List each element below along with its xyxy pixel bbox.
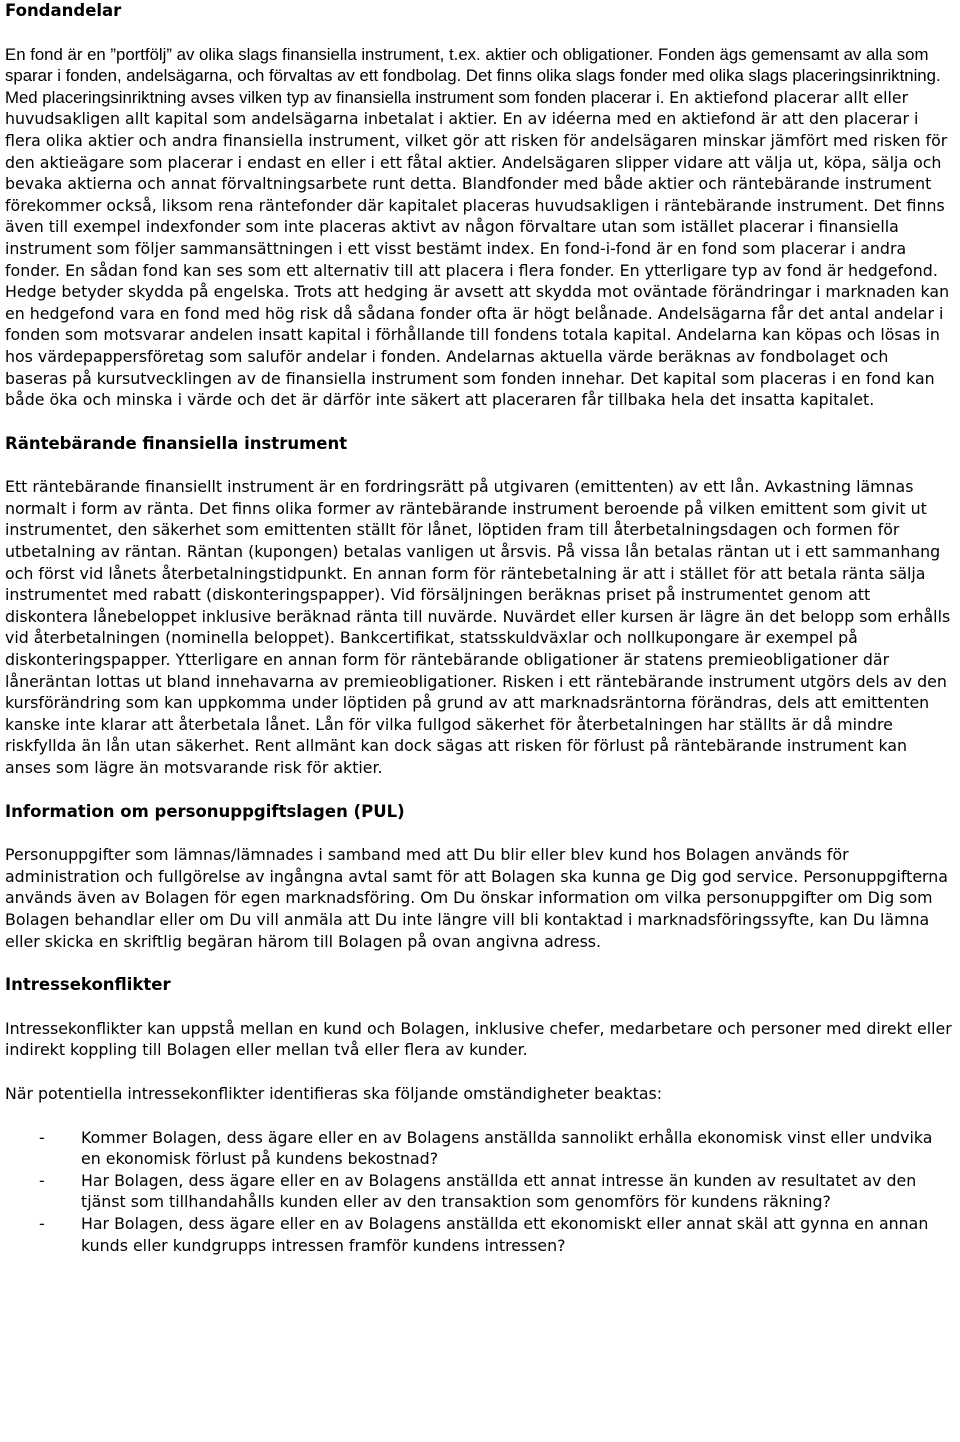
- list-item: [5, 1170, 954, 1213]
- list-item-text: Har Bolagen, dess ägare eller en av Bolagens anställda ett annat intresse än kunden av resultatet av den tjänst som tillhandahålls kunden eller av den transaktion som genomförs för kundens räkning?: [81, 1170, 917, 1212]
- paragraph-intressekonflikter-1: Intressekonflikter kan uppstå mellan en kund och Bolagen, inklusive chefer, medarbetare och personer med direkt eller indirekt koppling till Bolagen eller mellan två eller flera av kunder.: [5, 1018, 952, 1060]
- heading-rantebarande: Räntebärande finansiella instrument: [5, 433, 348, 453]
- list-dash: -: [39, 1170, 45, 1190]
- list-item: [5, 1127, 954, 1170]
- paragraph-rantebarande: Ett räntebärande finansiellt instrument är en fordringsrätt på utgivaren (emittenten) av ett lån. Avkastning lämnas normalt i form av ränta. Det finns olika former av räntebärande instrument beroende på vilken emittent som givit ut instrumentet, den säkerhet som emittenten ställt för lånet, löptiden fram till återbetalningsdagen och formen för utbetalning av räntan. Räntan (kupongen) betalas vanligen ut årsvis. På vissa lån betalas räntan ut i ett sammanhang och först vid lånets återbetalningstidpunkt. En annan form för räntebetalning är att i stället för att betala ränta sälja instrumentet med rabatt (diskonteringspapper). Vid försäljningen beräknas priset på instrumentet genom att diskontera lånebeloppet inklusive beräknad ränta till nuvärde. Nuvärdet eller kursen är lägre än det belopp som erhålls vid återbetalningen (nominella beloppet). Bankcertifikat, statsskuldväxlar och nollkupongare är exempel på diskonteringspapper. Ytterligare en annan form för räntebärande obligationer är statens premieobligationer där låneräntan lottas ut bland innehavarna av premieobligationer. Risken i ett räntebärande instrument utgörs dels av den kursförändring som kan uppkomma under löptiden på grund av att marknadsräntorna förändras, dels att emittenten kanske inte klarar att återbetala lånet. Lån för vilka fullgod säkerhet för återbetalningen har ställts är då mindre riskfyllda än lån utan säkerhet. Rent allmänt kan dock sägas att risken för förlust på räntebärande instrument kan anses som lägre än motsvarande risk för aktier.: [5, 477, 951, 777]
- paragraph-fondandelar-run-2: En aktiefond placerar allt eller huvudsakligen allt kapital som andelsägarna inbetalat i aktier. En av idéerna med en aktiefond är att den placerar i flera olika aktier och andra finansiella instrument, vilket gör att risken för andelsägaren minskar jämfört med risken för den aktieägare som placerar i endast en eller i ett fåtal aktier. Andelsägaren slipper vidare att välja ut, köpa, sälja och bevaka aktierna och annat förvaltningsarbete runt detta. Blandfonder med både aktier och räntebärande instrument förekommer också, liksom rena räntefonder där kapitalet placeras huvudsakligen i räntebärande instrument. Det finns även till exempel indexfonder som inte placeras aktivt av någon förvaltare utan som istället placerar i finansiella instrument som följer sammansättningen i ett visst bestämt index. En fond-i-fond är en fond som placerar i andra fonder. En sådan fond kan ses som ett alternativ till att placera i flera fonder. En ytterligare typ av fond är hedgefond. Hedge betyder skydda på engelska. Trots att hedging är avsett att skydda mot oväntade förändringar i marknaden kan en hedgefond vara en fond med hög risk då sådana fonder ofta är högt belånade. Andelsägarna får det antal andelar i fonden som motsvarar andelen insatt kapital i förhållande till fondens totala kapital. Andelarna kan köpas och lösas in hos värdepappersföretag som saluför andelar i fonden. Andelarnas aktuella värde beräknas av fondbolaget och baseras på kursutvecklingen av de finansiella instrument som fonden innehar. Det kapital som placeras i en fond kan både öka och minska i värde och det är därför inte säkert att placeraren får tillbaka hela det insatta kapitalet.: [5, 87, 950, 410]
- list-dash: -: [39, 1127, 45, 1147]
- paragraph-fondandelar-run-1: En fond är en ”portfölj” av olika slags finansiella instrument, t.ex. aktier och obligationer. Fonden ägs gemensamt av alla som sparar i fonden, andelsägarna, och förvaltas av ett fondbolag. Det finns olika slags fonder med olika slags placeringsinriktning. Med placeringsinriktning avses vilken typ av finansiella instrument som fonden placerar i.: [5, 44, 941, 107]
- heading-intressekonflikter: Intressekonflikter: [5, 975, 171, 995]
- list-item-text: Kommer Bolagen, dess ägare eller en av Bolagens anställda sannolikt erhålla ekonomisk vinst eller undvika en ekonomisk förlust på kundens bekostnad?: [81, 1127, 933, 1169]
- list-item: [5, 1213, 954, 1256]
- conflict-list: [5, 1127, 954, 1257]
- list-dash: -: [39, 1213, 45, 1233]
- paragraph-fondandelar: [5, 44, 954, 411]
- heading-fondandelar: Fondandelar: [5, 1, 122, 20]
- heading-pul: Information om personuppgiftslagen (PUL): [5, 801, 405, 821]
- list-item-text: Har Bolagen, dess ägare eller en av Bolagens anställda ett ekonomiskt eller annat skäl att gynna en annan kunds eller kundgrupps intressen framför kundens intressen?: [81, 1213, 929, 1255]
- paragraph-intressekonflikter-2: När potentiella intressekonflikter identifieras ska följande omständigheter beaktas:: [5, 1083, 663, 1103]
- paragraph-pul: Personuppgifter som lämnas/lämnades i samband med att Du blir eller blev kund hos Bolagen används för administration och fullgörelse av ingångna avtal samt för att Bolagen ska kunna ge Dig god service. Personuppgifterna används även av Bolagen för egen marknadsföring. Om Du önskar information om vilka personuppgifter om Dig som Bolagen behandlar eller om Du vill anmäla att Du inte längre vill bli kontaktad i marknadsföringssyfte, kan Du lämna eller skicka en skriftlig begäran härom till Bolagen på ovan angivna adress.: [5, 845, 948, 951]
